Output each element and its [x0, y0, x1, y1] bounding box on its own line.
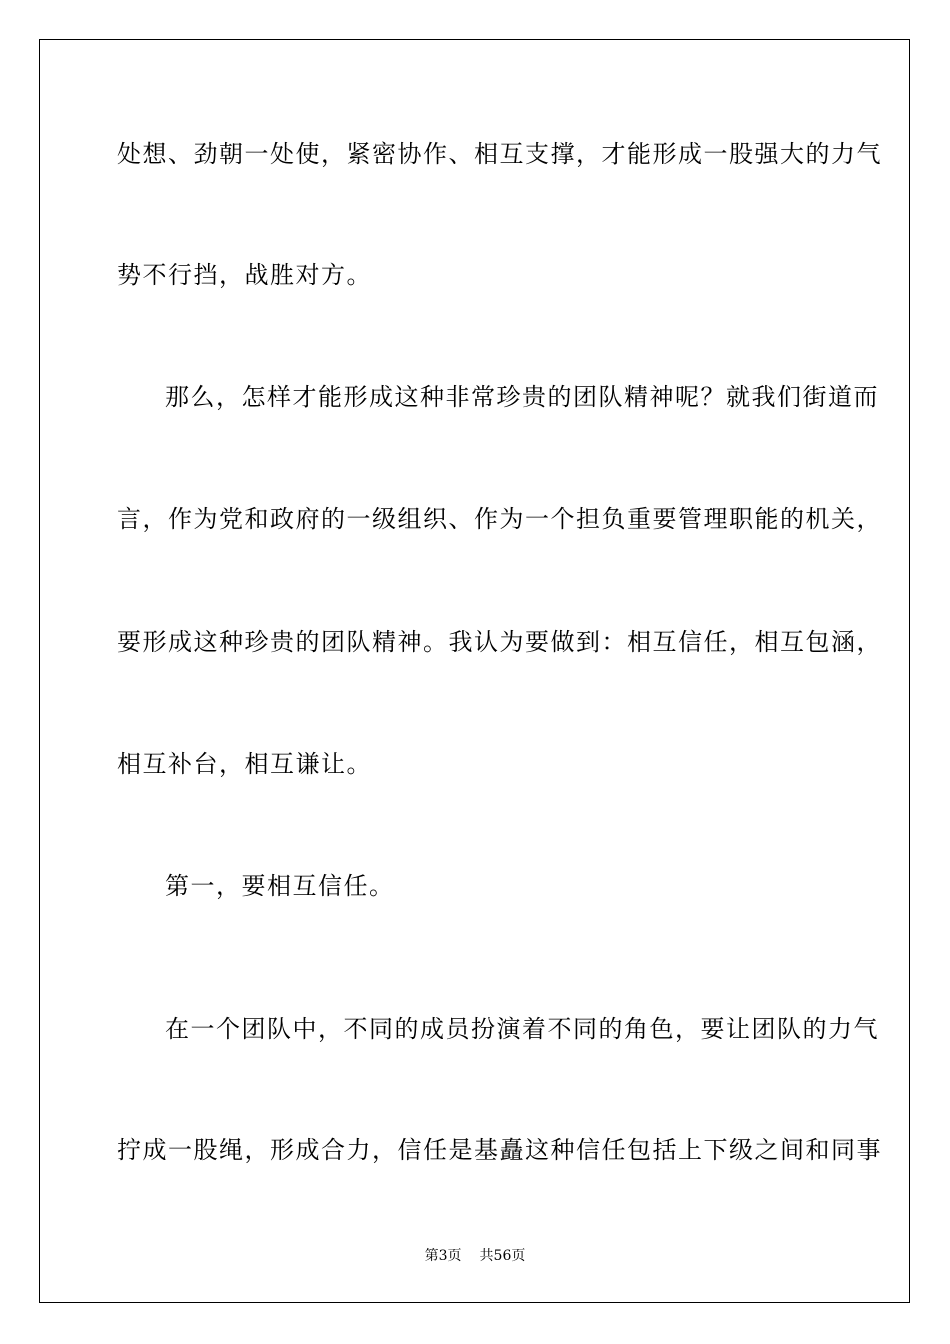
page-total: 共56页 [479, 1248, 526, 1264]
section-heading: 第一，要相互信任。 [165, 872, 395, 900]
text-line-5: 要形成这种珍贵的团队精神。我认为要做到：相互信任，相互包涵， [117, 628, 882, 656]
text-line-4: 言，作为党和政府的一级组织、作为一个担负重要管理职能的机关， [117, 505, 882, 533]
page-number: 第3页 [424, 1248, 462, 1264]
text-line-1: 处想、劲朝一处使，紧密协作、相互支撑，才能形成一股强大的力气 [117, 140, 882, 168]
page-border [39, 39, 910, 1303]
text-line-6: 相互补台，相互谦让。 [117, 750, 372, 778]
text-line-3: 那么，怎样才能形成这种非常珍贵的团队精神呢？就我们街道而 [165, 383, 879, 411]
text-line-9: 拧成一股绳，形成合力，信任是基矗这种信任包括上下级之间和同事 [117, 1136, 882, 1164]
page-footer [0, 1247, 950, 1265]
text-line-2: 势不行挡，战胜对方。 [117, 261, 372, 289]
text-line-8: 在一个团队中，不同的成员扮演着不同的角色，要让团队的力气 [165, 1015, 879, 1043]
